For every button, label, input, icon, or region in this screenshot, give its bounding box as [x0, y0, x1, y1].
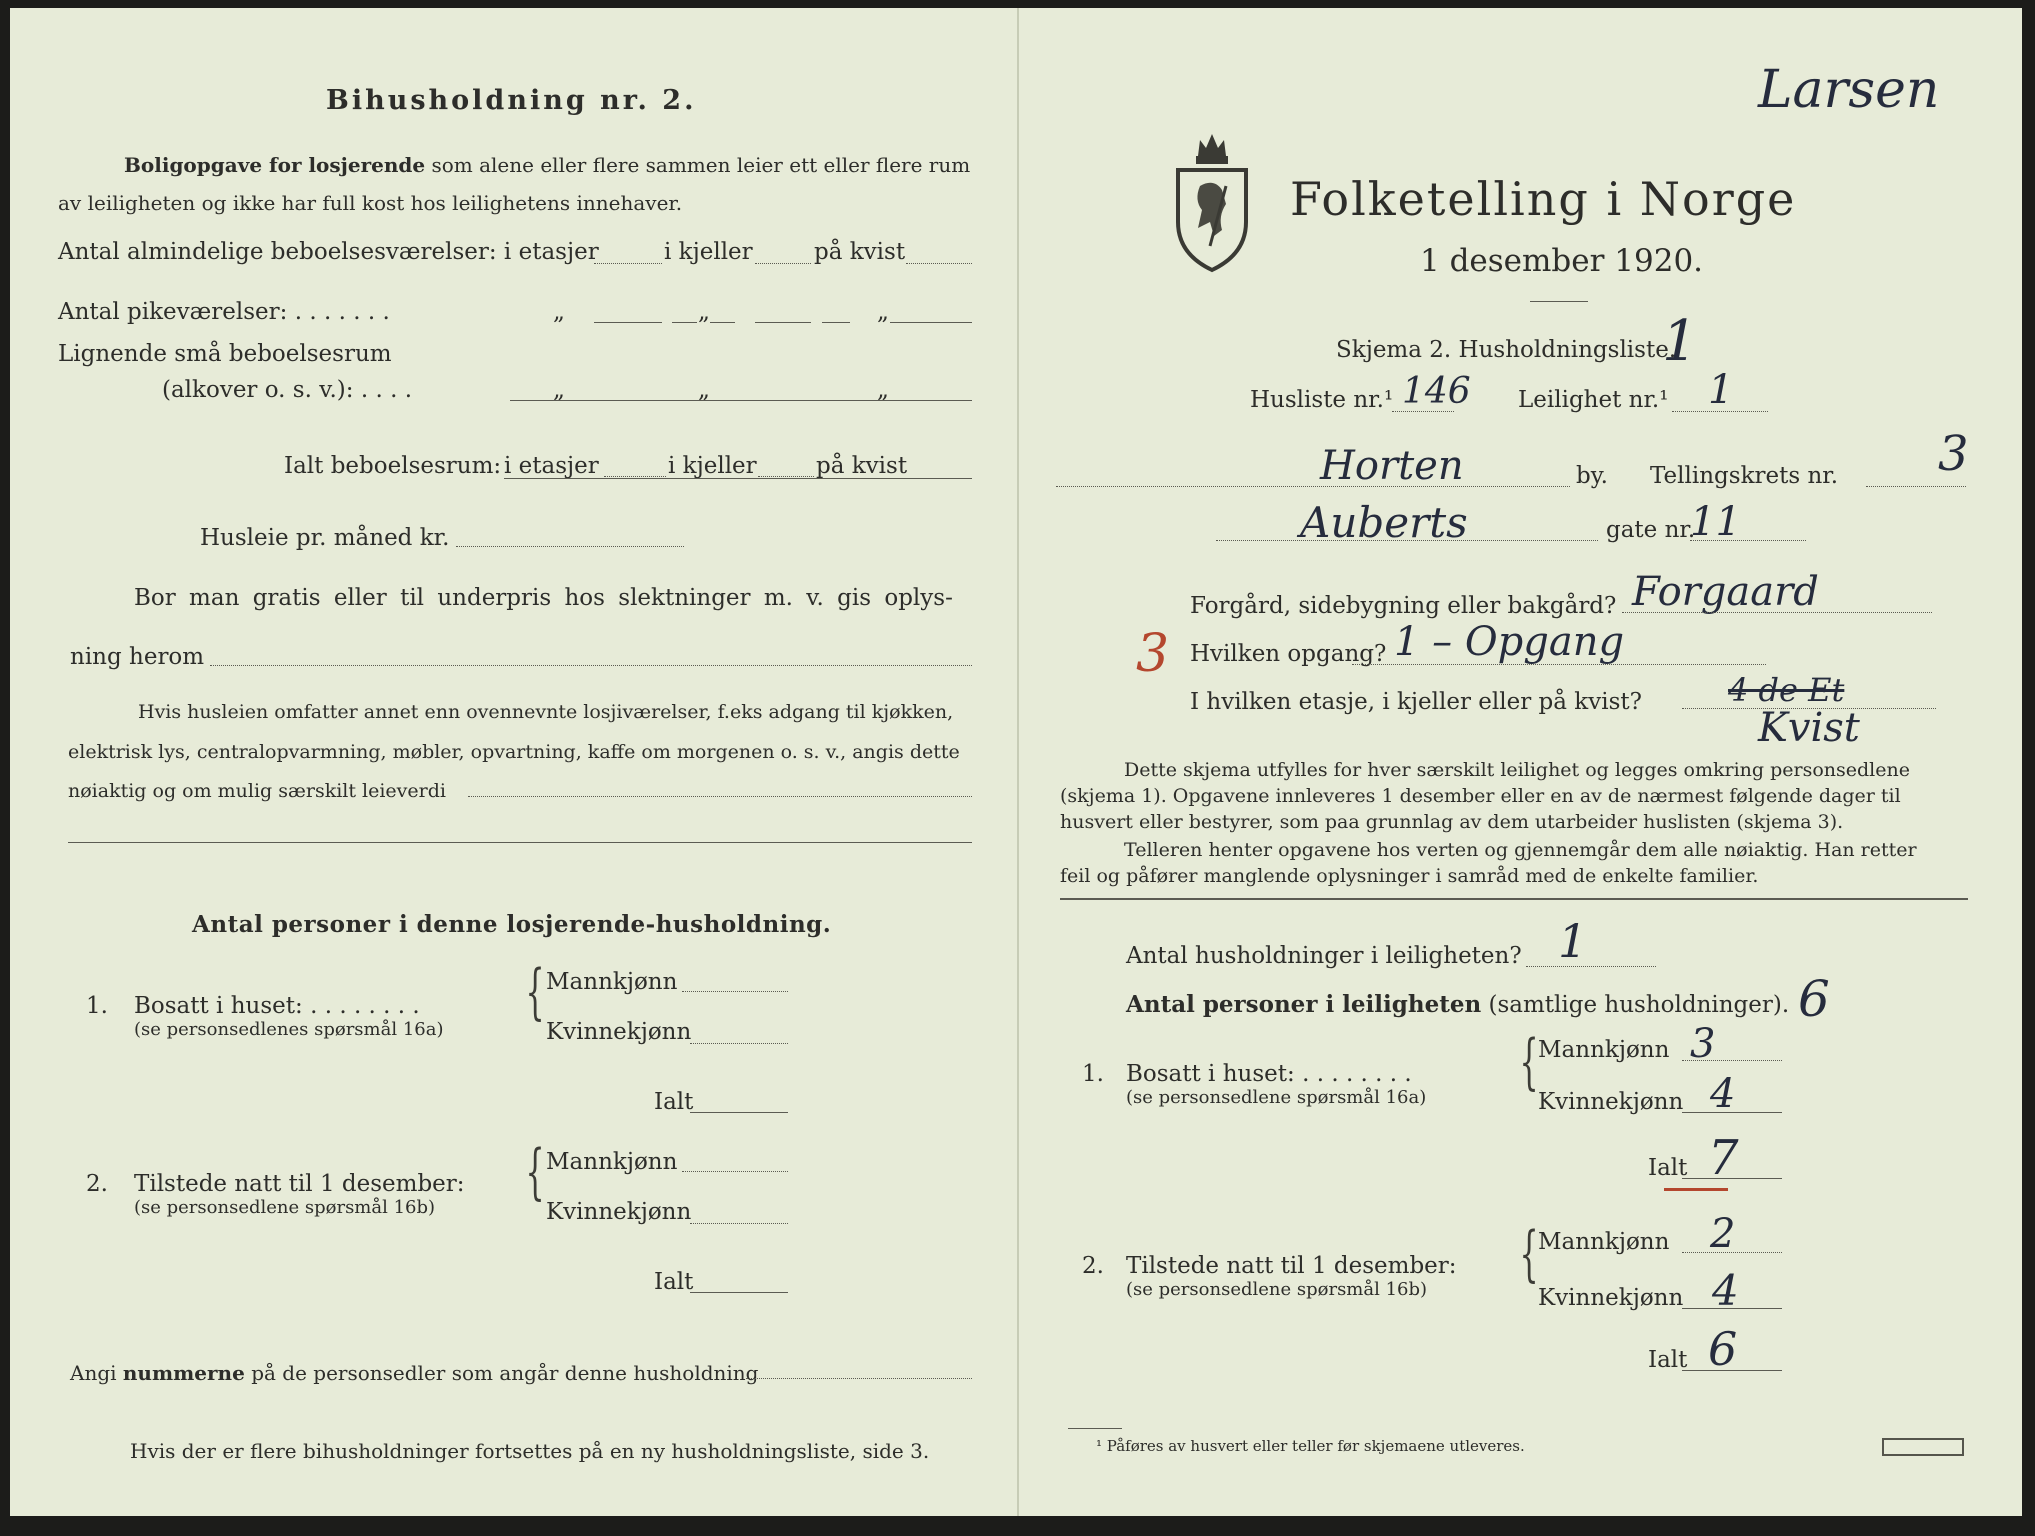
- instr-rule: [1060, 898, 1968, 900]
- angi-field[interactable]: [746, 1378, 972, 1379]
- left-q2-label: Tilstede natt til 1 desember:: [134, 1171, 465, 1197]
- hw-gate[interactable]: Auberts: [1300, 498, 1468, 547]
- left-q2-brace: {: [525, 1137, 545, 1207]
- pike-dash-2: [710, 322, 735, 323]
- gate-field[interactable]: [1216, 540, 1598, 541]
- etasje-label: I hvilken etasje, i kjeller eller på kvist?: [1190, 689, 1642, 715]
- total-kjeller-label: i kjeller: [668, 453, 757, 479]
- rent-label: Husleie pr. måned kr.: [200, 525, 450, 551]
- left-q2-kvinne-field[interactable]: [690, 1223, 788, 1224]
- total-rooms-label: Ialt beboelsesrum:: [284, 453, 502, 479]
- pike-dash-3: [822, 322, 850, 323]
- hw-opgang[interactable]: 1 – Opgang: [1394, 619, 1625, 665]
- left-q1-sub: (se personsedlenes spørsmål 16a): [134, 1019, 444, 1040]
- hw-husliste-nr[interactable]: 146: [1402, 371, 1471, 412]
- left-q1-mann-label: Mannkjønn: [546, 969, 678, 995]
- right-q2-sub: (se personsedlene spørsmål 16b): [1126, 1279, 1428, 1300]
- hw-etasje[interactable]: Kvist: [1758, 705, 1860, 751]
- pike-ditto-3: „: [877, 299, 889, 325]
- pike-dash-1: [672, 322, 697, 323]
- free-line-1: Bor man gratis eller til underpris hos slektninger m. v. gis oplys-: [134, 585, 953, 611]
- right-q2-mann-label: Mannkjønn: [1538, 1229, 1670, 1255]
- pike-kjeller-field[interactable]: [755, 322, 811, 323]
- left-q2-num: 2.: [86, 1171, 108, 1197]
- red-underline: [1664, 1188, 1728, 1191]
- hw-bosatt-kvinne[interactable]: 4: [1710, 1071, 1736, 1117]
- footnote-rule: [1068, 1428, 1122, 1429]
- left-footer: Hvis der er flere bihusholdninger fortsettes på en ny husholdningsliste, side 3.: [130, 1439, 930, 1463]
- rooms-label: Antal almindelige beboelsesværelser: i etasjer: [58, 239, 599, 265]
- instr-line-3: husvert eller bestyrer, som paa grunnlag av dem utarbeider huslisten (skjema 3).: [1060, 811, 1844, 833]
- krets-label: Tellingskrets nr.: [1650, 463, 1839, 489]
- rooms-etasjer-field[interactable]: [594, 263, 662, 264]
- intro-line-1: Boligopgave for losjerende som alene eller flere sammen leier ett eller flere rum: [124, 153, 971, 177]
- right-q1-sub: (se personsedlene spørsmål 16a): [1126, 1087, 1427, 1108]
- left-q1-ialt-label: Ialt: [654, 1089, 694, 1115]
- left-q1-ialt-field[interactable]: [690, 1112, 788, 1113]
- incl-line-1: Hvis husleien omfatter annet enn ovennevnte losjiværelser, f.eks adgang til kjøkken,: [138, 701, 954, 723]
- gate-label: gate nr.: [1606, 517, 1696, 543]
- rooms-kvist-field[interactable]: [906, 263, 972, 264]
- right-q1-kvinne-field[interactable]: [1682, 1112, 1782, 1113]
- rooms-kvist-label: på kvist: [814, 239, 906, 265]
- pike-kvist-field[interactable]: [906, 322, 972, 323]
- husliste-label: Husliste nr.¹: [1250, 387, 1394, 413]
- right-q2-label: Tilstede natt til 1 desember:: [1126, 1253, 1457, 1279]
- by-label: by.: [1576, 463, 1608, 489]
- small-rooms-label-2: (alkover o. s. v.): . . . .: [162, 377, 413, 403]
- left-title: Bihusholdning nr. 2.: [326, 85, 697, 116]
- rent-field[interactable]: [456, 546, 684, 547]
- incl-line-2: elektrisk lys, centralopvarmning, møbler, opvartning, kaffe om morgenen o. s. v., angis dette: [68, 741, 960, 763]
- schema-label: Skjema 2. Husholdningsliste.: [1336, 337, 1677, 363]
- small-rooms-label-1: Lignende små beboelsesrum: [58, 341, 392, 367]
- intro-line-2: av leiligheten og ikke har full kost hos leilighetens innehaver.: [58, 191, 683, 215]
- angi-line: Angi nummerne på de personsedler som angår denne husholdning: [70, 1361, 759, 1385]
- instr-line-2: (skjema 1). Opgavene innleveres 1 desember eller en av de nærmest følgende dager til: [1060, 785, 1901, 807]
- right-q2-kvinne-field[interactable]: [1682, 1308, 1782, 1309]
- hw-gate-nr[interactable]: 11: [1690, 499, 1741, 545]
- printer-stamp-icon: [1882, 1438, 1964, 1456]
- pike-ditto-2: „: [698, 299, 710, 325]
- incl-field[interactable]: [468, 796, 972, 797]
- hw-persons-total[interactable]: 6: [1798, 970, 1830, 1028]
- persons-heading: Antal personer i denne losjerende-husholdning.: [192, 911, 832, 938]
- right-footnote: ¹ Påføres av husvert eller teller før skjemaene utleveres.: [1096, 1437, 1525, 1455]
- small-ditto-1: „: [553, 377, 565, 403]
- instr-line-5: feil og påfører manglende oplysninger i samråd med de enkelte familier.: [1060, 865, 1759, 887]
- hw-etasje-struck: 4 de Et: [1728, 671, 1845, 709]
- left-q2-mann-field[interactable]: [682, 1171, 788, 1172]
- free-line-2: ning herom: [70, 644, 205, 670]
- right-q2-mann-field[interactable]: [1682, 1252, 1782, 1253]
- left-q1-num: 1.: [86, 993, 108, 1019]
- incl-line-3: nøiaktig og om mulig særskilt leieverdi: [68, 780, 446, 802]
- right-q1-ialt-field[interactable]: [1682, 1178, 1782, 1179]
- hw-bosatt-ialt[interactable]: 7: [1708, 1130, 1739, 1186]
- forgard-label: Forgård, sidebygning eller bakgård?: [1190, 593, 1617, 619]
- free-field[interactable]: [210, 665, 972, 666]
- hw-schema-one: 1: [1662, 309, 1698, 374]
- hw-bosatt-mann[interactable]: 3: [1690, 1021, 1716, 1067]
- total-etasjer-label: i etasjer: [504, 453, 599, 479]
- left-q1-mann-field[interactable]: [682, 991, 788, 992]
- pike-ditto-1: „: [553, 299, 565, 325]
- left-q2-kvinne-label: Kvinnekjønn: [546, 1199, 692, 1225]
- norway-coat-of-arms-icon: [1170, 126, 1254, 274]
- by-field[interactable]: [1056, 486, 1570, 487]
- hw-tilstede-ialt[interactable]: 6: [1708, 1322, 1738, 1376]
- right-q1-label: Bosatt i huset: . . . . . . . .: [1126, 1061, 1412, 1087]
- hw-tilstede-mann[interactable]: 2: [1710, 1211, 1736, 1257]
- hw-top-name: Larsen: [1758, 60, 1940, 120]
- leilighet-field[interactable]: [1672, 411, 1768, 412]
- hw-leilighet-nr[interactable]: 1: [1708, 367, 1734, 413]
- total-kjeller-field[interactable]: [758, 476, 814, 477]
- page-fold: [1017, 8, 1019, 1516]
- right-q2-kvinne-label: Kvinnekjønn: [1538, 1285, 1684, 1311]
- right-q1-mann-label: Mannkjønn: [1538, 1037, 1670, 1063]
- right-q2-num: 2.: [1082, 1253, 1104, 1279]
- pike-label: Antal pikeværelser: . . . . . . .: [58, 299, 390, 325]
- rooms-kjeller-field[interactable]: [755, 263, 811, 264]
- small-ditto-2: „: [698, 377, 710, 403]
- hw-forgard[interactable]: Forgaard: [1632, 569, 1819, 615]
- hw-opgang-red-mark: 3: [1136, 624, 1170, 684]
- instr-line-4: Telleren henter opgavene hos verten og gjennemgår dem alle nøiaktig. Han retter: [1124, 839, 1917, 861]
- incl-extra-line[interactable]: [68, 842, 972, 843]
- left-q2-ialt-field[interactable]: [690, 1292, 788, 1293]
- instr-line-1: Dette skjema utfylles for hver særskilt leilighet og legges omkring personsedlene: [1124, 759, 1910, 781]
- hw-by[interactable]: Horten: [1320, 443, 1464, 489]
- date-rule: [1530, 301, 1588, 302]
- left-q1-label: Bosatt i huset: . . . . . . . .: [134, 993, 420, 1019]
- hw-households[interactable]: 1: [1558, 914, 1588, 968]
- total-rule: [504, 478, 972, 479]
- right-q2-brace: {: [1519, 1219, 1539, 1289]
- hw-tilstede-kvinne[interactable]: 4: [1712, 1266, 1739, 1315]
- pike-etasjer-field[interactable]: [594, 322, 662, 323]
- opgang-field[interactable]: [1352, 664, 1766, 665]
- hw-krets-nr[interactable]: 3: [1938, 426, 1969, 482]
- left-q1-kvinne-field[interactable]: [690, 1043, 788, 1044]
- right-q2-ialt-label: Ialt: [1648, 1347, 1688, 1373]
- right-q1-mann-field[interactable]: [1682, 1060, 1782, 1061]
- persons-label: Antal personer i leiligheten (samtlige husholdninger).: [1126, 991, 1790, 1018]
- right-q1-kvinne-label: Kvinnekjønn: [1538, 1089, 1684, 1115]
- right-q1-ialt-label: Ialt: [1648, 1155, 1688, 1181]
- forgard-field[interactable]: [1622, 612, 1932, 613]
- right-q1-num: 1.: [1082, 1061, 1104, 1087]
- left-q2-ialt-label: Ialt: [654, 1269, 694, 1295]
- households-field[interactable]: [1526, 966, 1656, 967]
- households-label: Antal husholdninger i leiligheten?: [1126, 943, 1522, 969]
- gate-nr-field[interactable]: [1690, 540, 1806, 541]
- small-ditto-3: „: [877, 377, 889, 403]
- left-q1-brace: {: [525, 957, 545, 1027]
- right-q1-brace: {: [1519, 1027, 1539, 1097]
- leilighet-label: Leilighet nr.¹: [1518, 387, 1669, 413]
- right-date: 1 desember 1920.: [1420, 243, 1704, 279]
- census-form-sheet: [10, 8, 2022, 1516]
- right-q2-ialt-field[interactable]: [1682, 1370, 1782, 1371]
- left-q2-mann-label: Mannkjønn: [546, 1149, 678, 1175]
- krets-field[interactable]: [1866, 486, 1966, 487]
- total-etasjer-field[interactable]: [604, 476, 666, 477]
- opgang-label: Hvilken opgang?: [1190, 641, 1387, 667]
- left-q1-kvinne-label: Kvinnekjønn: [546, 1019, 692, 1045]
- total-kvist-label: på kvist: [816, 453, 908, 479]
- right-title: Folketelling i Norge: [1290, 172, 1797, 226]
- small-rooms-field[interactable]: [510, 400, 972, 401]
- left-q2-sub: (se personsedlene spørsmål 16b): [134, 1197, 436, 1218]
- rooms-kjeller-label: i kjeller: [664, 239, 753, 265]
- husliste-field[interactable]: [1392, 411, 1454, 412]
